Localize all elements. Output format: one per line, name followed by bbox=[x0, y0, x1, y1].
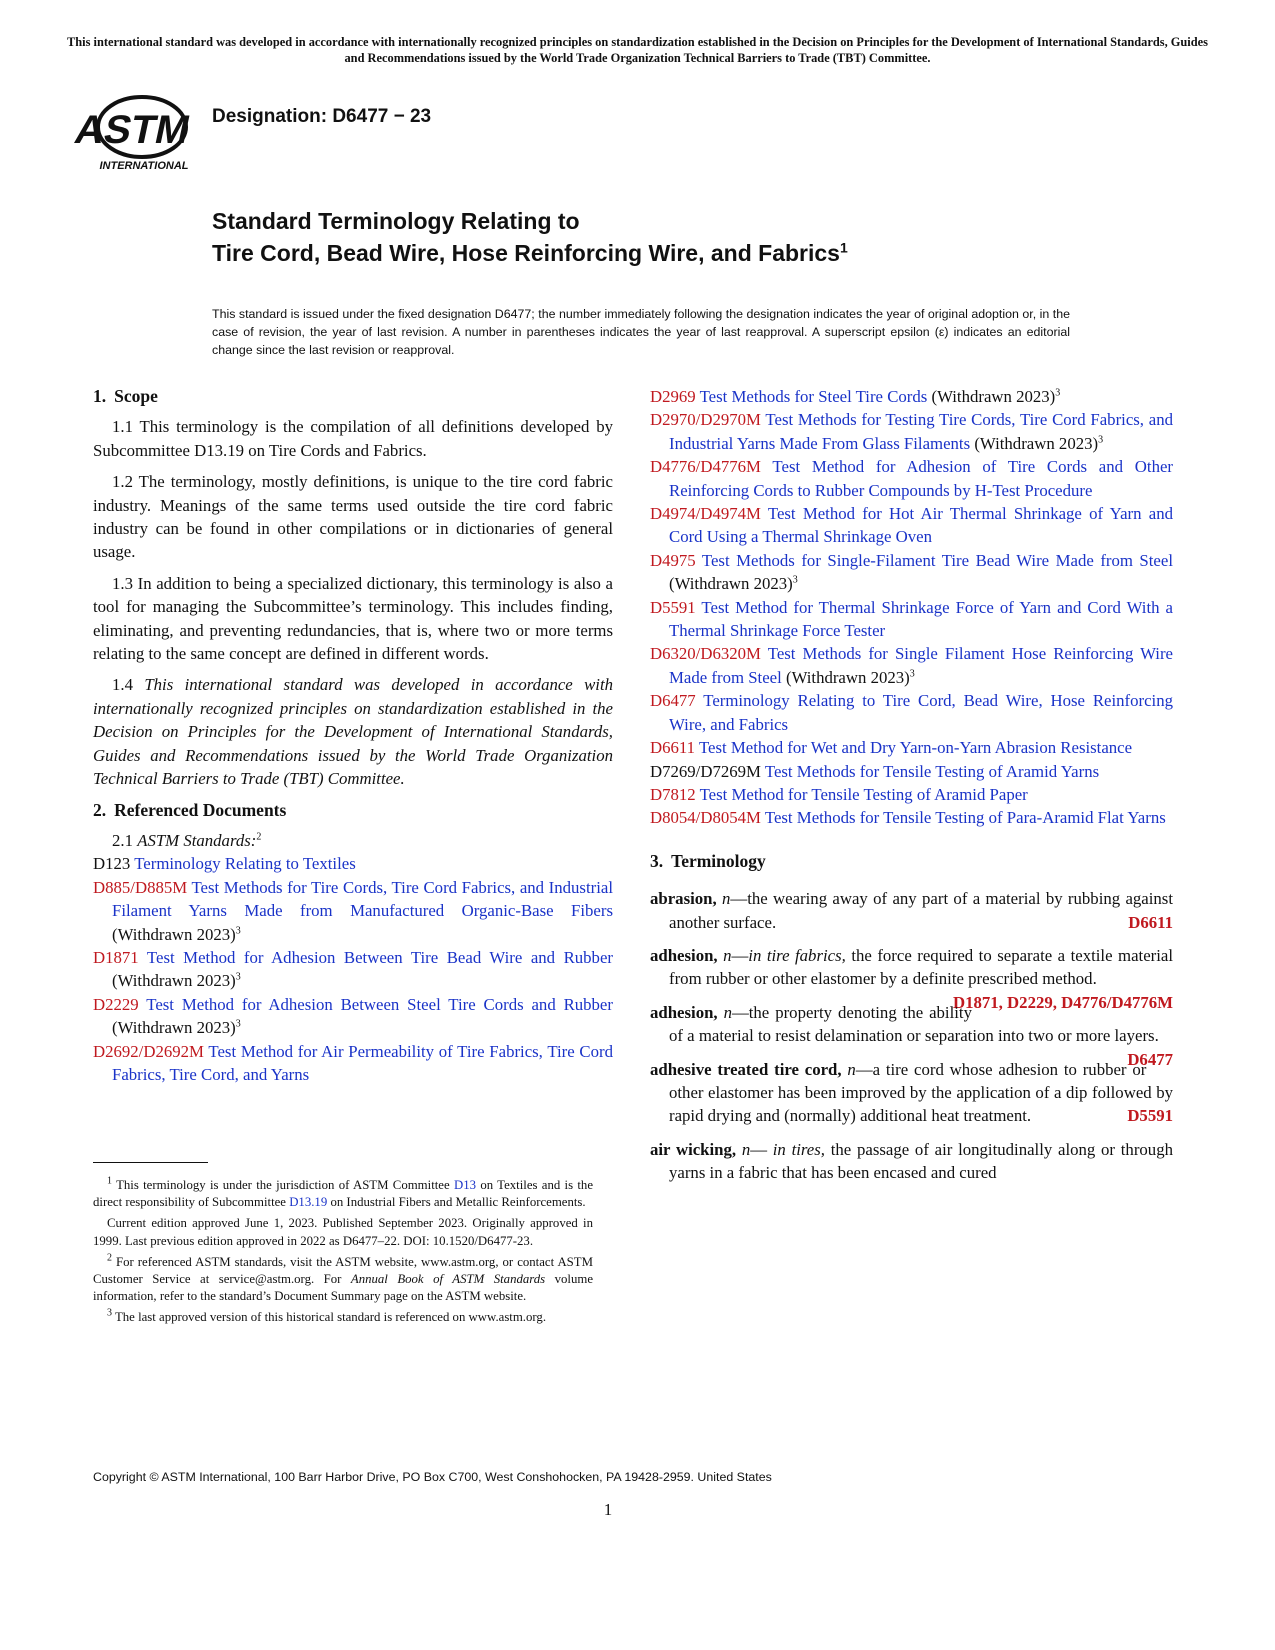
ref-code-link[interactable]: D2970/D2970M bbox=[650, 410, 761, 430]
ref-link[interactable]: Test Methods for Tensile Testing of Aramid Yarns bbox=[764, 761, 1100, 781]
section-refdocs-heading: 2. Referenced Documents bbox=[93, 799, 287, 820]
ref-code-link[interactable]: D4975 bbox=[650, 550, 696, 570]
ref-link[interactable]: Test Method for Wet and Dry Yarn-on-Yarn Abrasion Resistance bbox=[698, 738, 1133, 758]
term-entry-adhesion: adhesion, n—the property denoting the ability of a material to resist delamination or separation into two or more layers. D6477 bbox=[650, 1001, 1173, 1048]
ref-item-d6320: D6320/D6320M Test Methods for Single Filament Hose Reinforcing Wire Made from Steel (Withdrawn 2023)$^3$ bbox=[650, 644, 1173, 687]
ref-item-d4776 bbox=[650, 455, 1173, 502]
astm-standards-label: 2.1 ASTM Standards:$^2$ bbox=[112, 830, 262, 850]
ref-item-d2692 bbox=[93, 1040, 613, 1087]
title-footnote-mark: 1 bbox=[839, 239, 848, 256]
footnote-2: $^2$ For referenced ASTM standards, visit the ASTM website, www.astm.org, or contact ASTM Customer Service at service@astm.org. For Annual Book of ASTM Standards volume information, refer to the standard’s Document Summary page on the ASTM website. bbox=[93, 1252, 594, 1304]
ref-code-link[interactable]: D8054/D8054M bbox=[650, 808, 761, 828]
ref-link[interactable]: Test Methods for Tire Cords, Tire Cord Fabrics, and Industrial Filament Yarns Made from Manufactured Organic-Base Fibers bbox=[112, 877, 613, 921]
left-column bbox=[93, 385, 613, 1086]
term-source[interactable]: D1871, D2229, D4776/D4776M bbox=[952, 992, 1173, 1012]
term-entry-abrasion: abrasion, n—the wearing away of any part of a material by rubbing against another surface. D6611 bbox=[650, 887, 1173, 934]
ref-link[interactable]: Test Method for Air Permeability of Tire Fabrics, Tire Cord Fabrics, Tire Cord, and Yarns bbox=[112, 1041, 613, 1084]
term-entry-air-wicking: air wicking, n— in tires, the passage of air longitudinally along or through yarns in a fabric that has been encased and cured bbox=[650, 1139, 1173, 1183]
title-line-2: Tire Cord, Bead Wire, Hose Reinforcing Wire, and Fabrics$^1$ bbox=[212, 239, 848, 266]
ref-code-link[interactable]: D885/D885M bbox=[93, 877, 188, 897]
ref-code-link[interactable]: D1871 bbox=[93, 947, 139, 967]
ref-item-d885: D885/D885M Test Methods for Tire Cords, Tire Cord Fabrics, and Industrial Filament Yarns Made from Manufactured Organic-Base Fibers (Withdrawn 2023)$^3$ bbox=[93, 877, 613, 944]
ref-item-d8054 bbox=[650, 806, 1173, 829]
ref-item-d1871: D1871 Test Method for Adhesion Between Tire Bead Wire and Rubber (Withdrawn 2023)$^3$ bbox=[93, 947, 613, 991]
scope-para-1-2: 1.2 The terminology, mostly definitions, is unique to the tire cord fabric industry. Meanings of the same terms used outside the tire cord fabric industry can be found in other compilations or in dictionaries of general usage. bbox=[93, 472, 613, 562]
ref-item-d6611 bbox=[650, 736, 1173, 759]
ref-item-d2229: D2229 Test Method for Adhesion Between Steel Tire Cords and Rubber (Withdrawn 2023)$^3$ bbox=[93, 994, 613, 1038]
term-source[interactable]: D5591 bbox=[1127, 1106, 1173, 1126]
ref-link[interactable]: Test Method for Adhesion of Tire Cords and Other Reinforcing Cords to Rubber Compounds by H-Test Procedure bbox=[669, 457, 1173, 500]
logo-subtext: INTERNATIONAL bbox=[99, 160, 189, 172]
term-entry-adhesion-tire-fabrics: adhesion, n—in tire fabrics, the force required to separate a textile material from rubber or other elastomer by a definite prescribed method. D1871, D2229, D4776/D4776M bbox=[650, 944, 1173, 991]
scope-para-1-4: 1.4 This international standard was developed in accordance with internationally recognized principles on standardization established in the Decision on Principles for the Development of International Standards, Guides and Recommendations issued by the World Trade Organization Technical Barriers to Trade (TBT) Committee. bbox=[93, 675, 613, 789]
scope-para-1-3: 1.3 In addition to being a specialized dictionary, this terminology is also a tool for managing the Subcommittee’s terminology. This includes finding, eliminating, and preventing redundancies, that is, where two or more terms relating to the same concept are defined in different words. bbox=[93, 573, 613, 664]
ref-item-d7269: D7269/D7269M Test Methods for Tensile Testing of Aramid Yarns bbox=[650, 761, 1100, 781]
footnotes bbox=[93, 1177, 593, 1331]
ref-link[interactable]: Test Methods for Single-Filament Tire Bead Wire Made from Steel bbox=[701, 550, 1173, 570]
ref-item-d123: D123 Terminology Relating to Textiles bbox=[93, 854, 356, 874]
ref-item-d4975: D4975 Test Methods for Single-Filament Tire Bead Wire Made from Steel (Withdrawn 2023)$^3$ bbox=[650, 550, 1173, 594]
ref-code-link[interactable]: D6611 bbox=[650, 738, 696, 758]
ref-link[interactable]: Test Method for Adhesion Between Steel Tire Cords and Rubber bbox=[146, 994, 613, 1014]
edition-note: Current edition approved June 1, 2023. Published September 2023. Originally approved in 1999. Last previous edition approved in 2022 as D6477–22. DOI: 10.1520/D6477-23. bbox=[93, 1216, 593, 1248]
ref-link[interactable]: Terminology Relating to Textiles bbox=[134, 854, 356, 874]
ref-code-link[interactable]: D5591 bbox=[650, 597, 696, 617]
ref-link[interactable]: Test Methods for Steel Tire Cords bbox=[699, 387, 928, 406]
ref-link[interactable]: Test Methods for Testing Tire Cords, Tire Cord Fabrics, and Industrial Yarns Made From Glass Filaments bbox=[669, 410, 1173, 453]
term-source[interactable]: D6477 bbox=[1127, 1049, 1173, 1069]
page-number: 1 bbox=[603, 1500, 613, 1519]
ref-code-link[interactable]: D7812 bbox=[650, 784, 696, 804]
ref-link[interactable]: Test Method for Tensile Testing of Aramid Paper bbox=[699, 784, 1028, 804]
ref-link[interactable]: Test Method for Hot Air Thermal Shrinkage of Yarn and Cord Using a Thermal Shrinkage Oven bbox=[669, 504, 1173, 547]
issued-note: This standard is issued under the fixed designation D6477; the number immediately following the designation indicates the year of original adoption or, in the case of revision, the year of last revision. A number in parentheses indicates the year of last reapproval. A superscript epsilon (ε) indicates an editorial change since the last revision or reapproval. bbox=[212, 307, 1070, 357]
section-terminology-heading: 3. Terminology bbox=[650, 850, 766, 871]
term-entry-adhesive-treated-tire-cord: adhesive treated tire cord, n—a tire cord whose adhesion to rubber or other elastomer has been improved by the application of a dip followed by rapid drying and (normally) additional heat treatment. D5591 bbox=[650, 1058, 1173, 1128]
right-column bbox=[650, 385, 1173, 1195]
astm-logo-icon bbox=[71, 85, 200, 177]
ref-item-d4974 bbox=[650, 502, 1173, 549]
ref-code-link[interactable]: D2969 bbox=[650, 387, 696, 406]
designation: Designation: D6477 − 23 bbox=[212, 106, 432, 127]
ref-item-d7812 bbox=[650, 783, 1173, 806]
footnote-3: $^3$ The last approved version of this historical standard is referenced on www.astm.org. bbox=[107, 1308, 547, 1325]
ref-item-d2970: D2970/D2970M Test Methods for Testing Tire Cords, Tire Cord Fabrics, and Industrial Yarns Made From Glass Filaments (Withdrawn 2023)$^3$ bbox=[650, 410, 1173, 453]
term-source[interactable]: D6611 bbox=[1128, 912, 1173, 932]
ref-code-link[interactable]: D2692/D2692M bbox=[93, 1041, 204, 1061]
copyright-line: Copyright © ASTM International, 100 Barr Harbor Drive, PO Box C700, West Conshohocken, PA 19428-2959. United States bbox=[93, 1470, 772, 1484]
ref-link[interactable]: Test Methods for Single Filament Hose Reinforcing Wire Made from Steel bbox=[669, 644, 1173, 687]
ref-link[interactable]: Test Methods for Tensile Testing of Para-Aramid Flat Yarns bbox=[764, 808, 1166, 828]
ref-code-link[interactable]: D2229 bbox=[93, 994, 139, 1014]
ref-code-link[interactable]: D4974/D4974M bbox=[650, 504, 761, 524]
logo-letters: ASTM bbox=[71, 106, 195, 152]
scope-para-1-1: 1.1 This terminology is the compilation of all definitions developed by Subcommittee D13.19 on Tire Cords and Fabrics. bbox=[93, 417, 613, 460]
ref-item-d5591 bbox=[650, 596, 1173, 643]
ref-link[interactable]: Terminology Relating to Tire Cord, Bead Wire, Hose Reinforcing Wire, and Fabrics bbox=[669, 691, 1173, 734]
footnote-1: $^1$ This terminology is under the jurisdiction of ASTM Committee D13 on Textiles and is the direct responsibility of Subcommittee D13.19 on Industrial Fibers and Metallic Reinforcements. bbox=[93, 1175, 594, 1210]
committee-link[interactable]: D13 bbox=[453, 1178, 477, 1192]
subcommittee-link[interactable]: D13.19 bbox=[289, 1195, 328, 1210]
ref-link[interactable]: Test Method for Thermal Shrinkage Force of Yarn and Cord With a Thermal Shrinkage Force Tester bbox=[669, 597, 1173, 641]
ref-code-link[interactable]: D4776/D4776M bbox=[650, 457, 761, 477]
ref-item-d6477 bbox=[650, 689, 1173, 736]
ref-link[interactable]: Test Method for Adhesion Between Tire Bead Wire and Rubber bbox=[146, 947, 613, 967]
footnote-divider bbox=[93, 1162, 208, 1163]
document-title bbox=[212, 205, 848, 269]
section-scope-heading: 1. Scope bbox=[93, 386, 158, 406]
trade-notice: This international standard was developed in accordance with internationally recognized principles on standardization established in the Decision on Principles for the Development of International Standards, Guides and Recommendations issued by the World Trade Organization Technical Barriers to Trade (TBT) Committee. bbox=[67, 35, 1208, 65]
ref-code-link[interactable]: D6477 bbox=[650, 691, 696, 711]
ref-code-link[interactable]: D6320/D6320M bbox=[650, 644, 761, 664]
title-line-1: Standard Terminology Relating to bbox=[212, 208, 580, 234]
ref-item-d2969: D2969 Test Methods for Steel Tire Cords (Withdrawn 2023)$^3$ bbox=[650, 387, 1061, 406]
